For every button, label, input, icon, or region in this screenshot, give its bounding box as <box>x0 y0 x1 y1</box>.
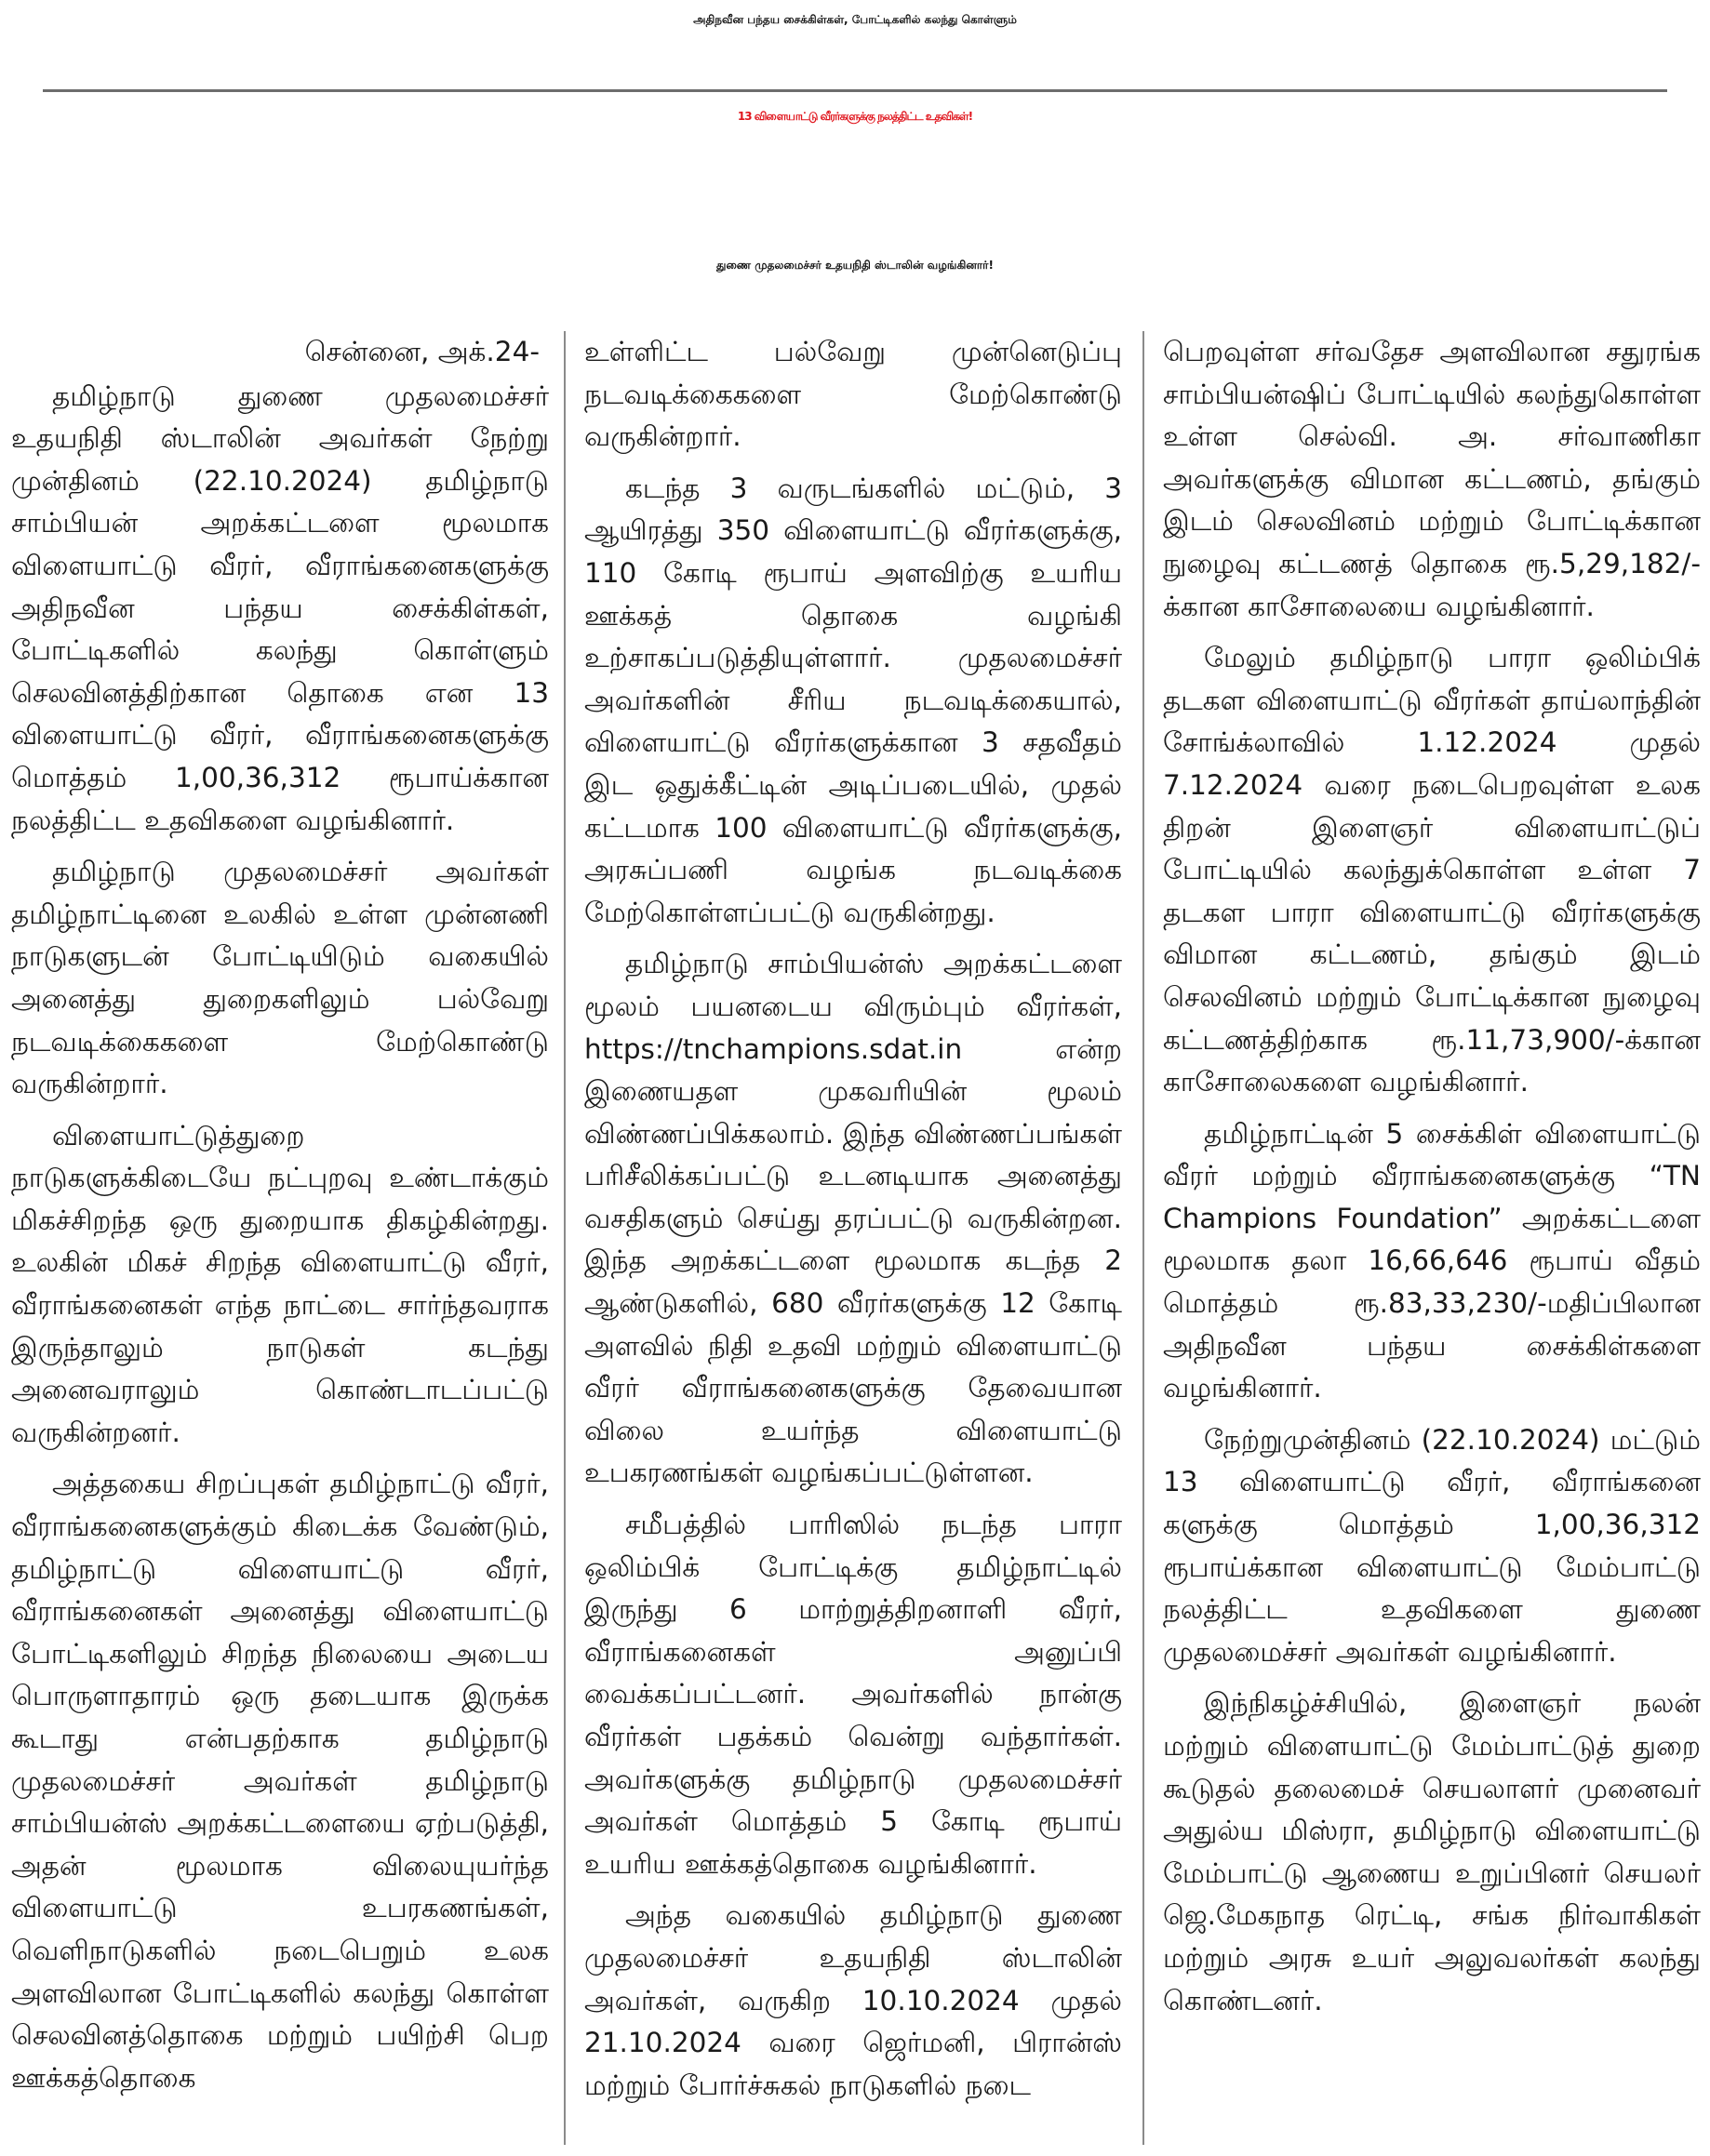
paragraph: விளையாட்டுத்துறை நாடுகளுக்கிடையே நட்புறவு உண்டாக்கும் மிகச்சிறந்த ஒரு துறையாக திகழ்கின்றது. உலகின் மிகச் சிறந்த விளையாட்டு வீரர், வீராங்கனைகள் எந்த நாட்டை சார்ந்தவராக இருந்தாலும் நாடுகள் கடந்து அனைவராலும் கொண்டாடப்பட்டு வருகின்றனர். <box>11 1119 549 1448</box>
main-headline: 13 விளையாட்டு வீரர்களுக்கு நலத்திட்ட உதவிகள்! <box>737 110 973 123</box>
paragraph: அந்த வகையில் தமிழ்நாடு துணை முதலமைச்சர் உதயநிதி ஸ்டாலின் அவர்கள், வருகிற 10.10.2024 முதல் 21.10.2024 வரை ஜெர்மனி, பிரான்ஸ் மற்றும் போர்ச்சுகல் நாடுகளில் நடை <box>584 1899 1122 2101</box>
column-divider <box>564 331 566 2145</box>
paragraph: இந்நிகழ்ச்சியில், இளைஞர் நலன் மற்றும் விளையாட்டு மேம்பாட்டுத் துறை கூடுதல் தலைமைச் செயலாளர் முனைவர் அதுல்ய மிஸ்ரா, தமிழ்நாடு விளையாட்டு மேம்பாட்டு ஆணைய உறுப்பினர் செயலர் ஜெ.மேகநாத ரெட்டி, சங்க நிர்வாகிகள் மற்றும் அரசு உயர் அலுவலர்கள் கலந்து கொண்டனர். <box>1163 1687 1701 2016</box>
paragraph: தமிழ்நாடு துணை முதலமைச்சர் உதயநிதி ஸ்டாலின் அவர்கள் நேற்று முன்தினம் (22.10.2024) தமிழ்நாடு சாம்பியன் அறக்கட்டளை மூலமாக விளையாட்டு வீரர், வீராங்கனைகளுக்கு அதிநவீன பந்தய சைக்கிள்கள், போட்டிகளில் கலந்து கொள்ளும் செலவினத்திற்கான தொகை என 13 விளையாட்டு வீரர், வீராங்கனைகளுக்கு மொத்தம் 1,00,36,312 ரூபாய்க்கான நலத்திட்ட உதவிகளை வழங்கினார். <box>11 379 549 836</box>
paragraph: கடந்த 3 வருடங்களில் மட்டும், 3 ஆயிரத்து 350 விளையாட்டு வீரர்களுக்கு, 110 கோடி ரூபாய் அளவிற்கு உயரிய ஊக்கத் தொகை வழங்கி உற்சாகப்படுத்தியுள்ளார். முதலமைச்சர் அவர்களின் சீரிய நடவடிக்கையால், விளையாட்டு வீரர்களுக்கான 3 சதவீதம் இட ஒதுக்கீட்டின் அடிப்படையில், முதல் கட்டமாக 100 விளையாட்டு வீரர்களுக்கு, அரசுப்பணி வழங்க நடவடிக்கை மேற்கொள்ளப்பட்டு வருகின்றது. <box>584 472 1122 928</box>
paragraph: மேலும் தமிழ்நாடு பாரா ஒலிம்பிக் தடகள விளையாட்டு வீரர்கள் தாய்லாந்தின் சோங்க்லாவில் 1.12.2024 முதல் 7.12.2024 வரை நடைபெறவுள்ள உலக திறன் இளைஞர் விளையாட்டுப் போட்டியில் கலந்துக்கொள்ள உள்ள 7 தடகள பாரா விளையாட்டு வீரர்களுக்கு விமான கட்டணம், தங்கும் இடம் செலவினம் மற்றும் போட்டிக்கான நுழைவு கட்டணத்திற்காக ரூ.11,73,900/-க்கான காசோலைகளை வழங்கினார். <box>1163 642 1701 1098</box>
paragraph: தமிழ்நாட்டின் 5 சைக்கிள் விளையாட்டு வீரர் மற்றும் வீராங்கனைகளுக்கு “TN Champions Foundation” அறக்கட்டளை மூலமாக தலா 16,66,646 ரூபாய் வீதம் மொத்தம் ரூ.83,33,230/-மதிப்பிலான அதிநவீன பந்தய சைக்கிள்களை வழங்கினார். <box>1163 1117 1701 1404</box>
paragraph: சமீபத்தில் பாரிஸில் நடந்த பாரா ஒலிம்பிக் போட்டிக்கு தமிழ்நாட்டில் இருந்து 6 மாற்றுத்திறனாளி வீரர், வீராங்கனைகள் அனுப்பி வைக்கப்பட்டனர். அவர்களில் நான்கு வீரர்கள் பதக்கம் வென்று வந்தார்கள். அவர்களுக்கு தமிழ்நாடு முதலமைச்சர் அவர்கள் மொத்தம் 5 கோடி ரூபாய் உயரிய ஊக்கத்தொகை வழங்கினார். <box>584 1509 1122 1880</box>
paragraph: நேற்றுமுன்தினம் (22.10.2024) மட்டும் 13 விளையாட்டு வீரர், வீராங்கனை களுக்கு மொத்தம் 1,00,36,312 ரூபாய்க்கான விளையாட்டு மேம்பாட்டு நலத்திட்ட உதவிகளை துணை முதலமைச்சர் அவர்கள் வழங்கினார். <box>1163 1423 1701 1668</box>
column-divider <box>1142 331 1144 2145</box>
article-column-3 <box>1163 331 1701 2147</box>
article-column-2 <box>584 331 1122 2147</box>
paragraph: தமிழ்நாடு முதலமைச்சர் அவர்கள் தமிழ்நாட்டினை உலகில் உள்ள முன்னணி நாடுகளுடன் போட்டியிடும் வகையில் அனைத்து துறைகளிலும் பல்வேறு நடவடிக்கைகளை மேற்கொண்டு வருகின்றார். <box>11 856 549 1100</box>
paragraph: அத்தகைய சிறப்புகள் தமிழ்நாட்டு வீரர், வீராங்கனைகளுக்கும் கிடைக்க வேண்டும், தமிழ்நாட்டு விளையாட்டு வீரர், வீராங்கனைகள் அனைத்து விளையாட்டு போட்டிகளிலும் சிறந்த நிலையை அடைய பொருளாதாரம் ஒரு தடையாக இருக்க கூடாது என்பதற்காக தமிழ்நாடு முதலமைச்சர் அவர்கள் தமிழ்நாடு சாம்பியன்ஸ் அறக்கட்டளையை ஏற்படுத்தி, அதன் மூலமாக விலையுயர்ந்த விளையாட்டு உபரகணங்கள், வெளிநாடுகளில் நடைபெறும் உலக அளவிலான போட்டிகளில் கலந்து கொள்ள செலவினத்தொகை மற்றும் பயிற்சி பெற ஊக்கத்தொகை <box>11 1468 549 2094</box>
paragraph-continued: உள்ளிட்ட பல்வேறு முன்னெடுப்பு நடவடிக்கைகளை மேற்கொண்டு வருகின்றார். <box>584 336 1122 453</box>
paragraph: தமிழ்நாடு சாம்பியன்ஸ் அறக்கட்டளை மூலம் பயனடைய விரும்பும் வீரர்கள், https://tnchampions.sdat.in என்ற இணையதள முகவரியின் மூலம் விண்ணப்பிக்கலாம். இந்த விண்ணப்பங்கள் பரிசீலிக்கப்பட்டு உடனடியாக அனைத்து வசதிகளும் செய்து தரப்பட்டு வருகின்றன. இந்த அறக்கட்டளை மூலமாக கடந்த 2 ஆண்டுகளில், 680 வீரர்களுக்கு 12 கோடி அளவில் நிதி உதவி மற்றும் விளையாட்டு வீரர் வீராங்கனைகளுக்கு தேவையான விலை உயர்ந்த விளையாட்டு உபகரணங்கள் வழங்கப்பட்டுள்ளன. <box>584 948 1122 1489</box>
article-column-1 <box>11 331 549 2147</box>
kicker-headline: அதிநவீன பந்தய சைக்கிள்கள், போட்டிகளில் கலந்து கொள்ளும் <box>693 13 1017 26</box>
headline-divider <box>43 89 1667 92</box>
sub-headline: துணை முதலமைச்சர் உதயநிதி ஸ்டாலின் வழங்கினார்! <box>716 259 994 272</box>
paragraph-continued: பெறவுள்ள சர்வதேச அளவிலான சதுரங்க சாம்பியன்ஷிப் போட்டியில் கலந்துகொள்ள உள்ள செல்வி. அ. சர்வாணிகா அவர்களுக்கு விமான கட்டணம், தங்கும் இடம் செலவினம் மற்றும் போட்டிக்கான நுழைவு கட்டணத் தொகை ரூ.5,29,182/-க்கான காசோலையை வழங்கினார். <box>1163 336 1701 622</box>
dateline: சென்னை, அக்.24- <box>304 336 540 367</box>
